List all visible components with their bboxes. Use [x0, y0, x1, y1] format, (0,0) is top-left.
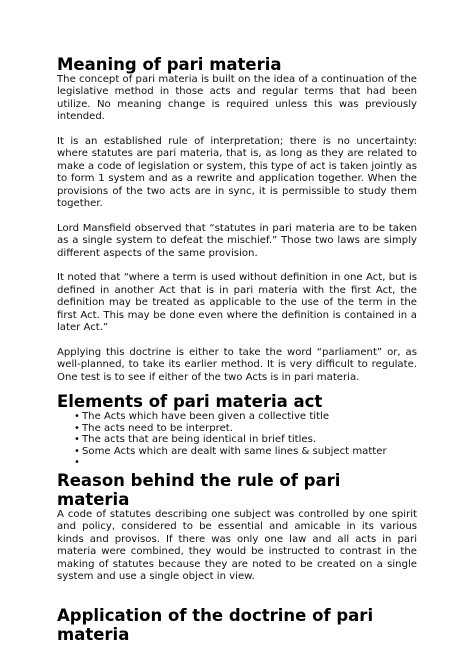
- list-item-text: The acts need to be interpret.: [82, 422, 233, 434]
- list-item-text: The Acts which have been given a collective title: [82, 411, 330, 423]
- bullet-icon: •: [74, 445, 80, 457]
- heading-meaning-of-pari-materia: Meaning of pari materia: [57, 55, 282, 74]
- list-item: [57, 423, 417, 435]
- elements-bullet-list: [57, 411, 417, 469]
- paragraph-established-rule: It is an established rule of interpretation; there is no uncertainty: where statutes are pari materia, that is, as long as they are related to make a code of legislation or system, this type of act is taken jointly as to form 1 system and as a rewrite and application together. When the provisions of the two acts are in sync, it is permissible to study them together.: [57, 136, 417, 210]
- list-item: [57, 446, 417, 458]
- paragraph-code-of-statutes: A code of statutes describing one subject was controlled by one spirit and policy, considered to be essential and amicable in its various kinds and provisos. If there was only one law and all acts in pari materia were combined, they would be instructed to contrast in the making of statutes because they are noted to be created on a single system and use a single object in view.: [57, 509, 417, 583]
- heading-application-of-the-doctrine: Application of the doctrine of pari materia: [57, 605, 374, 644]
- list-item: [57, 434, 417, 446]
- bullet-icon: •: [74, 457, 80, 469]
- heading-elements-of-pari-materia-act: Elements of pari materia act: [57, 392, 323, 412]
- bullet-icon: •: [74, 411, 80, 423]
- heading-reason-behind-the-rule: Reason behind the rule of pari materia: [57, 471, 341, 510]
- paragraph-applying-doctrine: Applying this doctrine is either to take the word “parliament” or, as well-planned, to take its earlier method. It is very difficult to regulate. One test is to see if either of the two Acts is in pari materia.: [57, 346, 417, 383]
- list-item-text: The acts that are being identical in brief titles.: [82, 434, 317, 446]
- bullet-icon: •: [74, 434, 80, 446]
- paragraph-concept: The concept of pari materia is built on the idea of a continuation of the legislative method in those acts and regular terms that had been utilize. No meaning change is required unless this was previously intended.: [57, 74, 417, 123]
- paragraph-definition-note: It noted that “where a term is used without definition in one Act, but is defined in another Act that is in pari materia with the first Act, the definition may be treated as applicable to the use of the term in the first Act. This may be done even where the definition is contained in a later Act.”: [57, 272, 417, 334]
- list-item: [57, 411, 417, 423]
- list-item: [57, 457, 417, 469]
- paragraph-lord-mansfield: Lord Mansfield observed that “statutes in pari materia are to be taken as a single system to defeat the mischief.” Those two laws are simply different aspects of the same provision.: [57, 222, 417, 259]
- bullet-icon: •: [74, 422, 80, 434]
- list-item-text: Some Acts which are dealt with same lines & subject matter: [82, 445, 387, 457]
